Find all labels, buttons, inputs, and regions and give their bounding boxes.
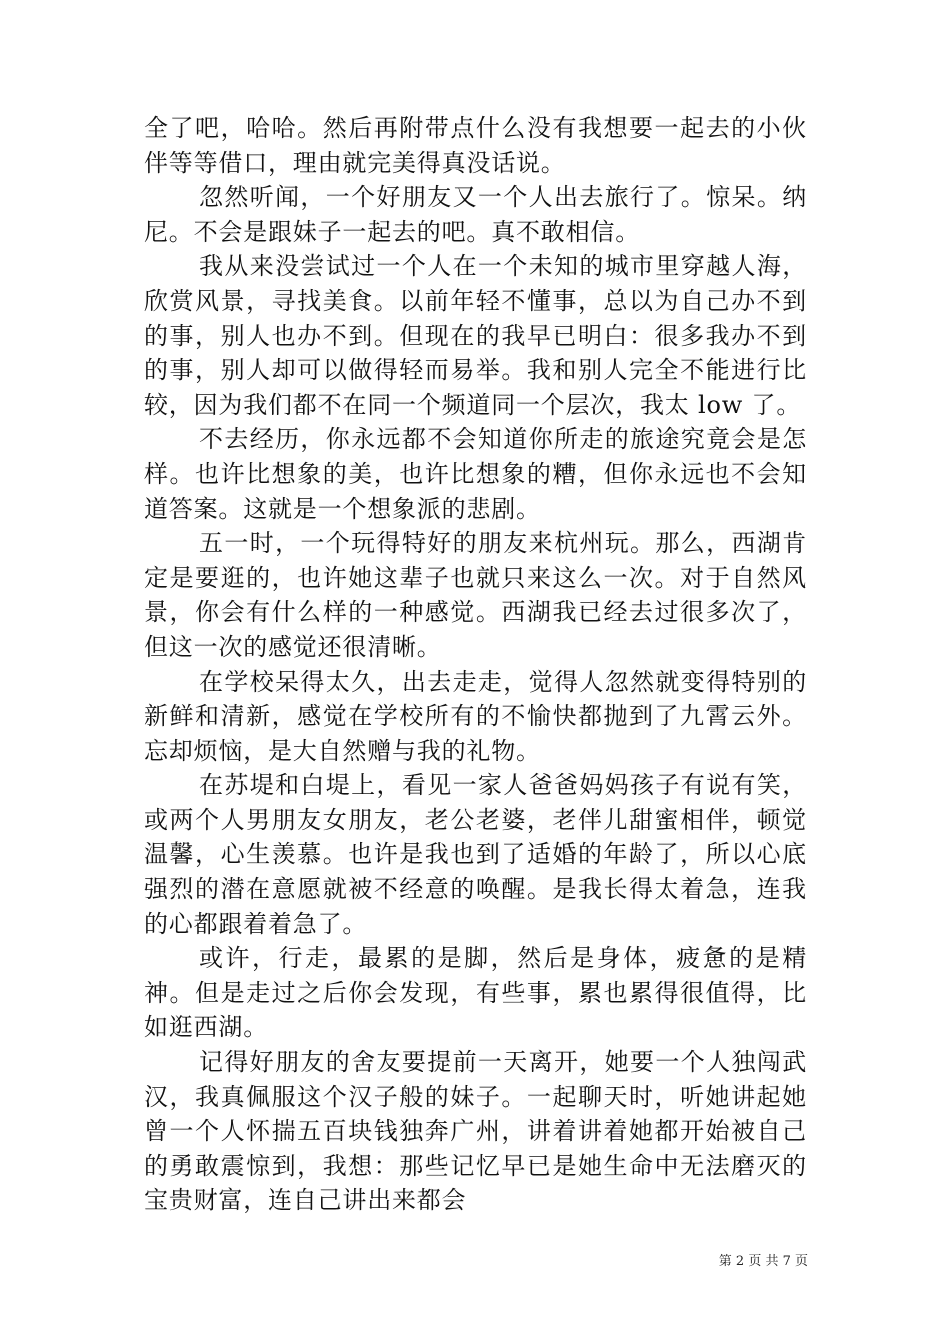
document-body <box>144 111 807 1218</box>
paragraph-1: 全了吧，哈哈。然后再附带点什么没有我想要一起去的小伙伴等等借口，理由就完美得真没话说。 <box>144 114 807 177</box>
paragraph-9: 记得好朋友的舍友要提前一天离开，她要一个人独闯武汉，我真佩服这个汉子般的妹子。一起聊天时，听她讲起她曾一个人怀揣五百块钱独奔广州，讲着讲着她都开始被自己的勇敢震惊到，我想：那些记忆早已是她生命中无法磨灭的宝贵财富，连自己讲出来都会 <box>144 1048 807 1215</box>
paragraph-5: 五一时，一个玩得特好的朋友来杭州玩。那么，西湖肯定是要逛的，也许她这辈子也就只来这么一次。对于自然风景，你会有什么样的一种感觉。西湖我已经去过很多次了，但这一次的感觉还很清晰。 <box>144 529 807 661</box>
paragraph-7: 在苏堤和白堤上，看见一家人爸爸妈妈孩子有说有笑，或两个人男朋友女朋友，老公老婆，老伴儿甜蜜相伴，顿觉温馨，心生羡慕。也许是我也到了适婚的年龄了，所以心底强烈的潜在意愿就被不经意的唤醒。是我长得太着急，连我的心都跟着着急了。 <box>144 771 807 938</box>
page-number-footer: 第 2 页 共 7 页 <box>718 1254 808 1269</box>
paragraph-2: 忽然听闻，一个好朋友又一个人出去旅行了。惊呆。纳尼。不会是跟妹子一起去的吧。真不敢相信。 <box>144 183 807 246</box>
paragraph-4: 不去经历，你永远都不会知道你所走的旅途究竟会是怎样。也许比想象的美，也许比想象的糟，但你永远也不会知道答案。这就是一个想象派的悲剧。 <box>144 425 807 523</box>
paragraph-3: 我从来没尝试过一个人在一个未知的城市里穿越人海，欣赏风景，寻找美食。以前年轻不懂事，总以为自己办不到的事，别人也办不到。但现在的我早已明白：很多我办不到的事，别人却可以做得轻而易举。我和别人完全不能进行比较，因为我们都不在同一个频道同一个层次，我太 low 了。 <box>144 252 807 419</box>
paragraph-8: 或许，行走，最累的是脚，然后是身体，疲惫的是精神。但是走过之后你会发现，有些事，累也累得很值得，比如逛西湖。 <box>144 944 807 1042</box>
paragraph-6: 在学校呆得太久，出去走走，觉得人忽然就变得特别的新鲜和清新，感觉在学校所有的不愉快都抛到了九霄云外。忘却烦恼，是大自然赠与我的礼物。 <box>144 667 807 765</box>
